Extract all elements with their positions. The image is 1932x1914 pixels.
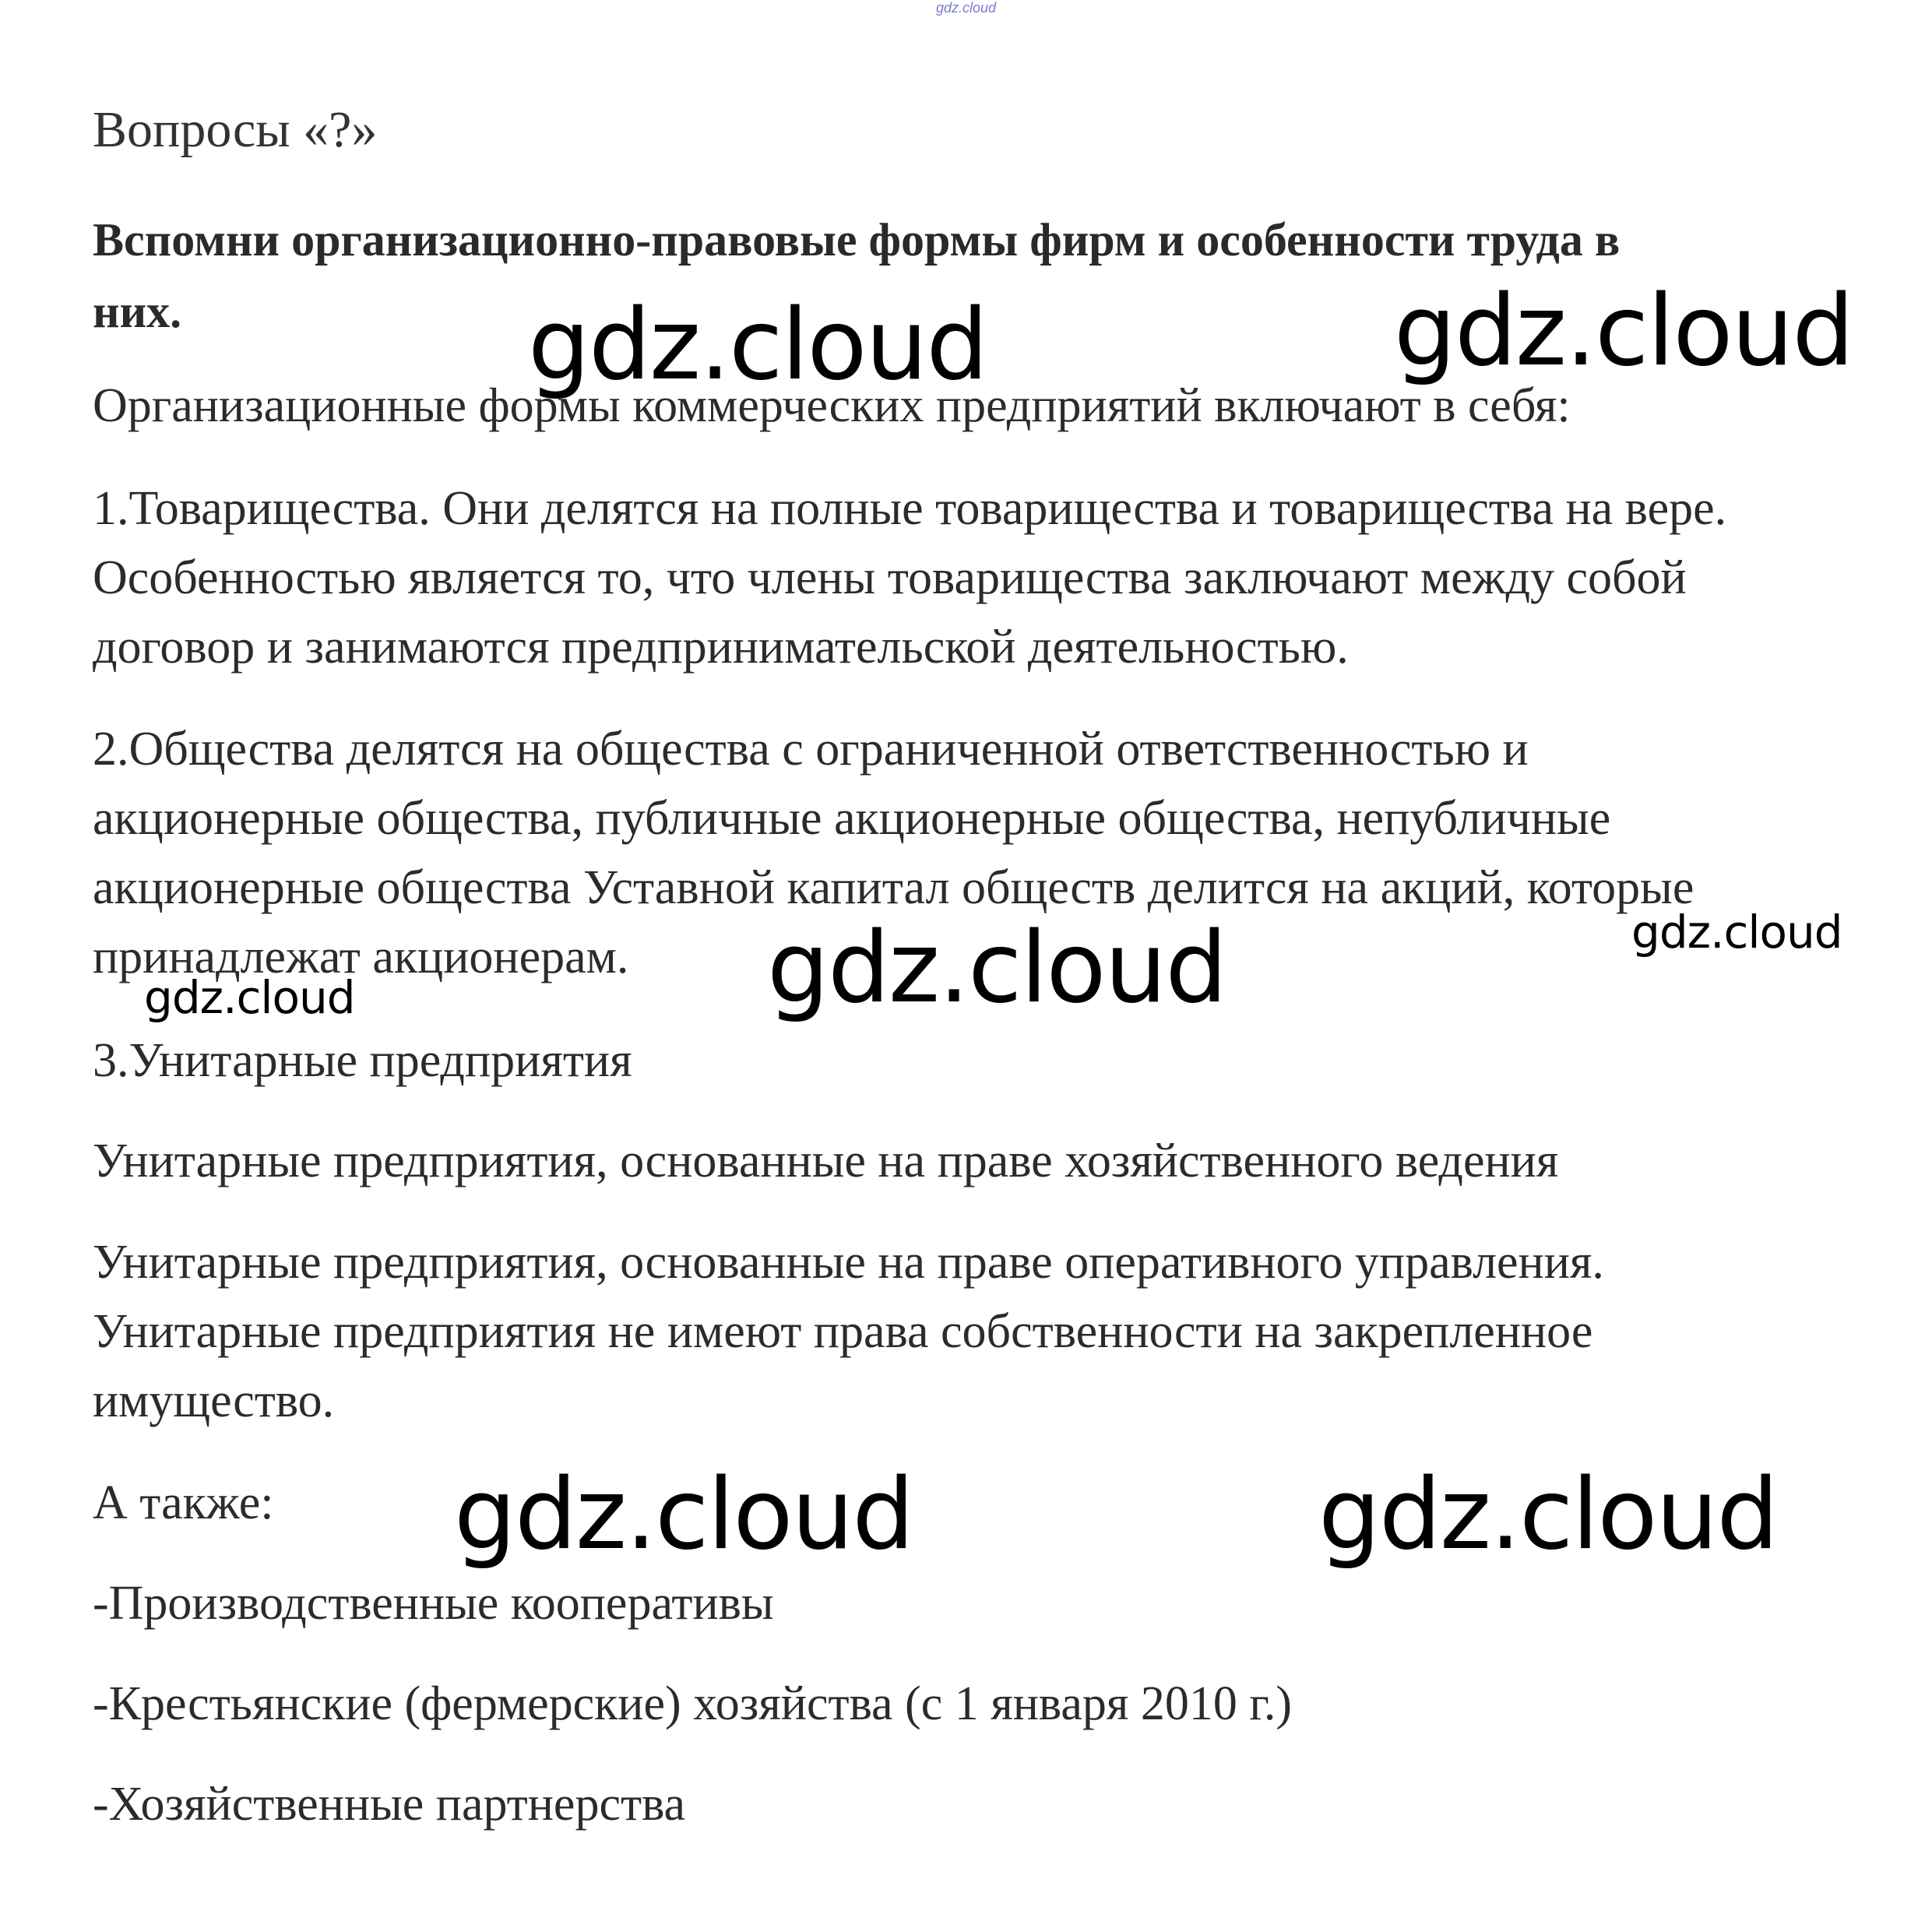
also-item-2: -Крестьянские (фермерские) хозяйства (с 1 января 2010 г.)	[93, 1677, 1292, 1730]
watermark-2: gdz.cloud	[1394, 273, 1853, 388]
item3-title: 3.Унитарные предприятия	[93, 1034, 632, 1087]
item3-sub-2-line-2: Унитарные предприятия не имеют права собственности на закрепленное	[93, 1305, 1593, 1358]
watermark-1: gdz.cloud	[528, 287, 987, 402]
watermark-7: gdz.cloud	[1318, 1457, 1778, 1571]
also-item-3: -Хозяйственные партнерства	[93, 1778, 686, 1831]
page-heading: Вопросы «?»	[93, 101, 378, 158]
item3-sub-1: Унитарные предприятия, основанные на праве хозяйственного ведения	[93, 1135, 1559, 1187]
item3-sub-2-line-1: Унитарные предприятия, основанные на праве оперативного управления.	[93, 1236, 1604, 1289]
watermark-4: gdz.cloud	[1631, 906, 1842, 959]
item2-line-2: акционерные общества, публичные акционерные общества, непубличные	[93, 792, 1611, 845]
intro-text: Организационные формы коммерческих предприятий включают в себя:	[93, 379, 1571, 432]
item3-sub-2-line-3: имущество.	[93, 1374, 335, 1427]
watermark-3: gdz.cloud	[767, 910, 1226, 1025]
item1-line-3: договор и занимаются предпринимательской деятельностью.	[93, 621, 1349, 674]
also-item-1: -Производственные кооперативы	[93, 1577, 774, 1630]
question-line-2: них.	[93, 286, 182, 337]
item1-line-1: 1.Товарищества. Они делятся на полные товарищества и товарищества на вере.	[93, 482, 1727, 535]
question-line-1: Вспомни организационно-правовые формы фирм и особенности труда в	[93, 214, 1621, 266]
also-label: А также:	[93, 1476, 274, 1529]
item2-line-3: акционерные общества Уставной капитал обществ делится на акций, которые	[93, 861, 1694, 914]
item2-line-1: 2.Общества делятся на общества с ограниченной ответственностью и	[93, 723, 1529, 776]
watermark-6: gdz.cloud	[454, 1457, 913, 1571]
top-watermark: gdz.cloud	[935, 0, 997, 16]
item1-line-2: Особенностью является то, что члены товарищества заключают между собой	[93, 551, 1687, 604]
item2-line-4: принадлежат акционерам.	[93, 931, 629, 983]
watermark-5: gdz.cloud	[144, 971, 355, 1024]
